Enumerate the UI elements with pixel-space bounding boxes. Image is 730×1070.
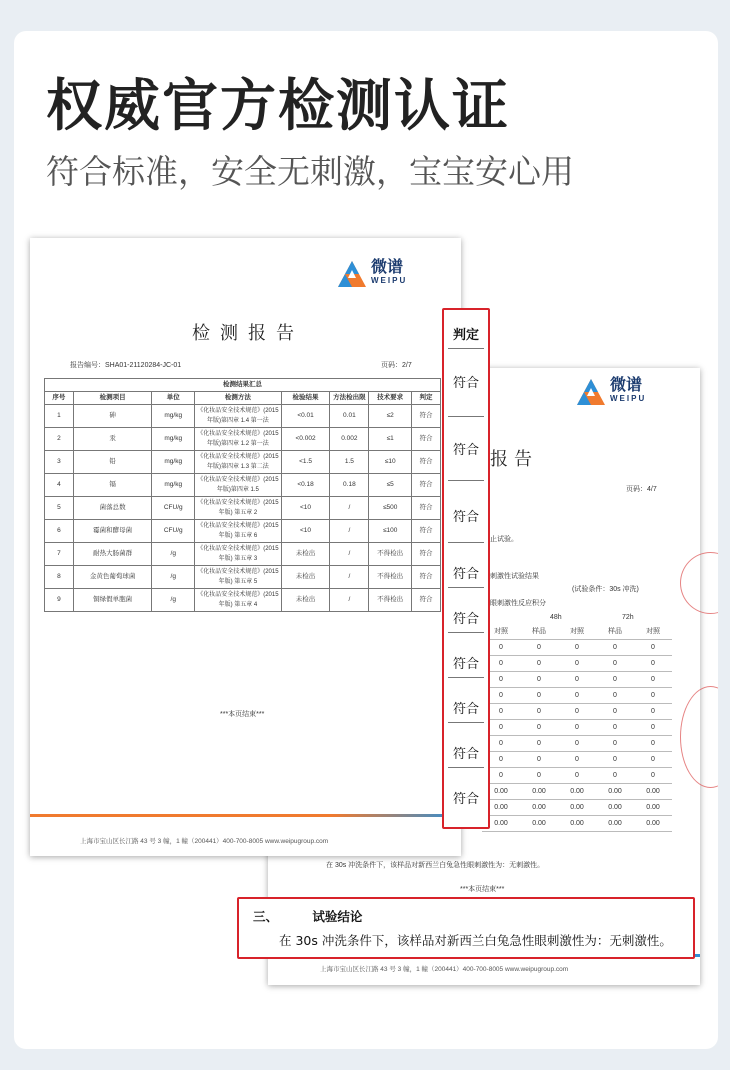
- table-cell: 不得检出: [369, 543, 412, 566]
- report2-test-name: 刺激性试验结果: [490, 573, 539, 580]
- table-cell: ≤5: [369, 474, 412, 497]
- irritation-row: 0 0 0 0 0: [482, 704, 672, 720]
- table-cell: 3: [45, 451, 74, 474]
- table-cell: ≤2: [369, 405, 412, 428]
- red-stamp: [680, 686, 718, 788]
- table-cell: 铅: [73, 451, 151, 474]
- irritation-row: 0 0 0 0 0: [482, 736, 672, 752]
- table-cell: 9: [45, 589, 74, 612]
- report2-footer: 上海市宝山区长江路 43 号 3 幢，1 幢（200441）400-700-8005 www.weipugroup.com: [320, 966, 569, 973]
- table-cell: 符合: [412, 428, 441, 451]
- table-cell: /: [330, 497, 369, 520]
- report1-title: 检测报告: [192, 323, 304, 343]
- table-cell: /: [330, 543, 369, 566]
- irritation-row: 0.00 0.00 0.00 0.00 0.00: [482, 800, 672, 816]
- table-cell: <1.5: [281, 451, 330, 474]
- table-cell: 未检出: [281, 566, 330, 589]
- hero-title: 权威官方检测认证: [46, 74, 510, 139]
- col-header: 样品: [532, 628, 546, 635]
- table-cell: 符合: [412, 405, 441, 428]
- table-cell: /: [330, 566, 369, 589]
- table-row: [45, 589, 441, 612]
- report1-footer: 上海市宝山区长江路 43 号 3 幢，1 幢（200441）400-700-8005 www.weipugroup.com: [80, 838, 329, 845]
- report1-footer-bar: [30, 814, 461, 817]
- table-cell: 镉: [73, 474, 151, 497]
- table-cell: 1.5: [330, 451, 369, 474]
- table-cell: CFU/g: [152, 497, 195, 520]
- report2-stop: 止试验。: [490, 536, 518, 543]
- table-cell: 1: [45, 405, 74, 428]
- table-row: [45, 520, 441, 543]
- table-cell: <10: [281, 520, 330, 543]
- weipu-logo: [576, 378, 646, 406]
- table-cell: mg/kg: [152, 474, 195, 497]
- hero-subtitle: 符合标准，安全无刺激，宝宝安心用: [46, 152, 574, 191]
- table-cell: 符合: [412, 451, 441, 474]
- table-row: [45, 451, 441, 474]
- col-header: 序号: [45, 392, 74, 405]
- verdict-item: 符合: [452, 612, 479, 627]
- table-cell: 不得检出: [369, 589, 412, 612]
- table-cell: 符合: [412, 520, 441, 543]
- report-number: 报告编号：SHA01-21120284-JC-01: [70, 362, 182, 369]
- table-row: [45, 428, 441, 451]
- table-cell: 0.01: [330, 405, 369, 428]
- table-cell: 金黄色葡萄球菌: [73, 566, 151, 589]
- table-cell: 6: [45, 520, 74, 543]
- col-header: 对照: [646, 628, 660, 635]
- table-cell: 符合: [412, 543, 441, 566]
- col-header: 检测方法: [195, 392, 281, 405]
- table-cell: 符合: [412, 497, 441, 520]
- verdict-divider: [448, 632, 484, 633]
- table-cell: CFU/g: [152, 520, 195, 543]
- verdict-item: 符合: [452, 702, 479, 717]
- table-cell: 《化妆品安全技术规范》(2015 年版)第四章 1.4 第一法: [195, 405, 281, 428]
- irritation-header-row: [482, 624, 672, 640]
- table-cell: <0.002: [281, 428, 330, 451]
- table-cell: 0.18: [330, 474, 369, 497]
- logo-cn: 微谱: [371, 259, 404, 276]
- table-row: [45, 474, 441, 497]
- col-header: 单位: [152, 392, 195, 405]
- col-header: 样品: [608, 628, 622, 635]
- table-cell: 4: [45, 474, 74, 497]
- table-cell: 不得检出: [369, 566, 412, 589]
- table-cell: 7: [45, 543, 74, 566]
- table-cell: mg/kg: [152, 451, 195, 474]
- report2-48h: 48h: [550, 614, 562, 621]
- verdict-divider: [448, 767, 484, 768]
- verdict-item: 符合: [452, 567, 479, 582]
- report2-score-title: 眼刺激性反应积分: [490, 600, 546, 607]
- table-row: [45, 405, 441, 428]
- table-cell: ≤10: [369, 451, 412, 474]
- logo-en: WEIPU: [371, 276, 408, 285]
- report2-condition: (试验条件：30s 冲洗): [572, 586, 639, 593]
- verdict-divider: [448, 677, 484, 678]
- table-cell: /g: [152, 543, 195, 566]
- col-header: 检测项目: [73, 392, 151, 405]
- verdict-item: 符合: [452, 657, 479, 672]
- table-cell: 未检出: [281, 589, 330, 612]
- conclusion-heading-num: 三、: [253, 909, 279, 924]
- table-cell: 《化妆品安全技术规范》(2015 年版) 第五章 6: [195, 520, 281, 543]
- verdict-divider: [448, 480, 484, 481]
- col-header: 检验结果: [281, 392, 330, 405]
- table-cell: /: [330, 589, 369, 612]
- table-cell: 《化妆品安全技术规范》(2015 年版)第四章 1.5: [195, 474, 281, 497]
- report2-72h: 72h: [622, 614, 634, 621]
- table-cell: ≤1: [369, 428, 412, 451]
- irritation-row: 0.00 0.00 0.00 0.00 0.00: [482, 784, 672, 800]
- table-cell: 耐热大肠菌群: [73, 543, 151, 566]
- conclusion-text: 在 30s 冲洗条件下，该样品对新西兰白兔急性眼刺激性为：无刺激性。: [279, 933, 672, 948]
- irritation-row: 0 0 0 0 0: [482, 656, 672, 672]
- table-cell: /: [330, 520, 369, 543]
- col-header: 对照: [494, 628, 508, 635]
- verdict-divider: [448, 542, 484, 543]
- table-cell: /g: [152, 566, 195, 589]
- col-header: 判定: [412, 392, 441, 405]
- table-row: [45, 566, 441, 589]
- irritation-row: 0 0 0 0 0: [482, 688, 672, 704]
- table-cell: ≤100: [369, 520, 412, 543]
- summary-title: 检测结果汇总: [45, 379, 441, 392]
- table-cell: mg/kg: [152, 405, 195, 428]
- verdict-divider: [448, 348, 484, 349]
- verdict-item: 符合: [452, 792, 479, 807]
- table-cell: 霉菌和酵母菌: [73, 520, 151, 543]
- table-cell: 8: [45, 566, 74, 589]
- table-cell: 汞: [73, 428, 151, 451]
- irritation-row: 0 0 0 0 0: [482, 672, 672, 688]
- report1-end: ***本页结束***: [220, 711, 265, 718]
- table-cell: 《化妆品安全技术规范》(2015 年版) 第五章 3: [195, 543, 281, 566]
- report2-end: ***本页结束***: [460, 886, 505, 893]
- irritation-row: 0.00 0.00 0.00 0.00 0.00: [482, 816, 672, 832]
- verdict-item: 符合: [452, 510, 479, 525]
- irritation-row: 0 0 0 0 0: [482, 752, 672, 768]
- conclusion-highlight-box: [237, 897, 695, 959]
- table-cell: mg/kg: [152, 428, 195, 451]
- table-cell: 未检出: [281, 543, 330, 566]
- table-cell: /g: [152, 589, 195, 612]
- table-cell: 5: [45, 497, 74, 520]
- report1-page: 页码：2/7: [381, 362, 412, 369]
- verdict-header: 判定: [452, 328, 479, 343]
- table-cell: 《化妆品安全技术规范》(2015 年版)第四章 1.3 第二法: [195, 451, 281, 474]
- table-cell: <0.18: [281, 474, 330, 497]
- table-cell: 菌落总数: [73, 497, 151, 520]
- verdict-highlight-box: [442, 308, 490, 829]
- irritation-row: 0 0 0 0 0: [482, 720, 672, 736]
- weipu-logo-icon: [337, 260, 367, 288]
- logo-en: WEIPU: [610, 394, 647, 403]
- verdict-item: 符合: [452, 376, 479, 391]
- table-cell: 符合: [412, 566, 441, 589]
- table-cell: <10: [281, 497, 330, 520]
- verdict-divider: [448, 722, 484, 723]
- col-header: 对照: [570, 628, 584, 635]
- weipu-logo-icon: [576, 378, 606, 406]
- verdict-divider: [448, 587, 484, 588]
- weipu-logo: [337, 260, 407, 288]
- verdict-item: 符合: [452, 443, 479, 458]
- logo-cn: 微谱: [610, 377, 643, 394]
- table-cell: 符合: [412, 589, 441, 612]
- table-row: [45, 497, 441, 520]
- table-cell: 铜绿假单胞菌: [73, 589, 151, 612]
- table-cell: 2: [45, 428, 74, 451]
- col-header: 方法检出限: [330, 392, 369, 405]
- report2-title: 报告: [490, 449, 538, 469]
- content-card: [14, 31, 718, 1049]
- table-cell: 《化妆品安全技术规范》(2015 年版) 第五章 4: [195, 589, 281, 612]
- irritation-table: [482, 624, 672, 832]
- results-table: [44, 378, 441, 612]
- table-cell: 《化妆品安全技术规范》(2015 年版) 第五章 2: [195, 497, 281, 520]
- table-cell: 砷: [73, 405, 151, 428]
- table-cell: <0.01: [281, 405, 330, 428]
- report2-note: 在 30s 冲洗条件下，该样品对新西兰白兔急性眼刺激性为：无刺激性。: [326, 862, 545, 869]
- irritation-row: 0 0 0 0 0: [482, 640, 672, 656]
- verdict-divider: [448, 416, 484, 417]
- table-header-row: [45, 392, 441, 405]
- table-row: [45, 543, 441, 566]
- verdict-item: 符合: [452, 747, 479, 762]
- red-stamp: [680, 552, 718, 614]
- report-page-1: [30, 238, 461, 856]
- col-header: 技术要求: [369, 392, 412, 405]
- table-cell: 0.002: [330, 428, 369, 451]
- table-cell: 《化妆品安全技术规范》(2015 年版) 第五章 5: [195, 566, 281, 589]
- report2-page: 页码：4/7: [626, 486, 657, 493]
- table-cell: 符合: [412, 474, 441, 497]
- conclusion-heading-text: 试验结论: [312, 909, 363, 924]
- irritation-row: 0 0 0 0 0: [482, 768, 672, 784]
- conclusion-heading: [253, 907, 362, 925]
- table-cell: 《化妆品安全技术规范》(2015 年版)第四章 1.2 第一法: [195, 428, 281, 451]
- table-cell: ≤500: [369, 497, 412, 520]
